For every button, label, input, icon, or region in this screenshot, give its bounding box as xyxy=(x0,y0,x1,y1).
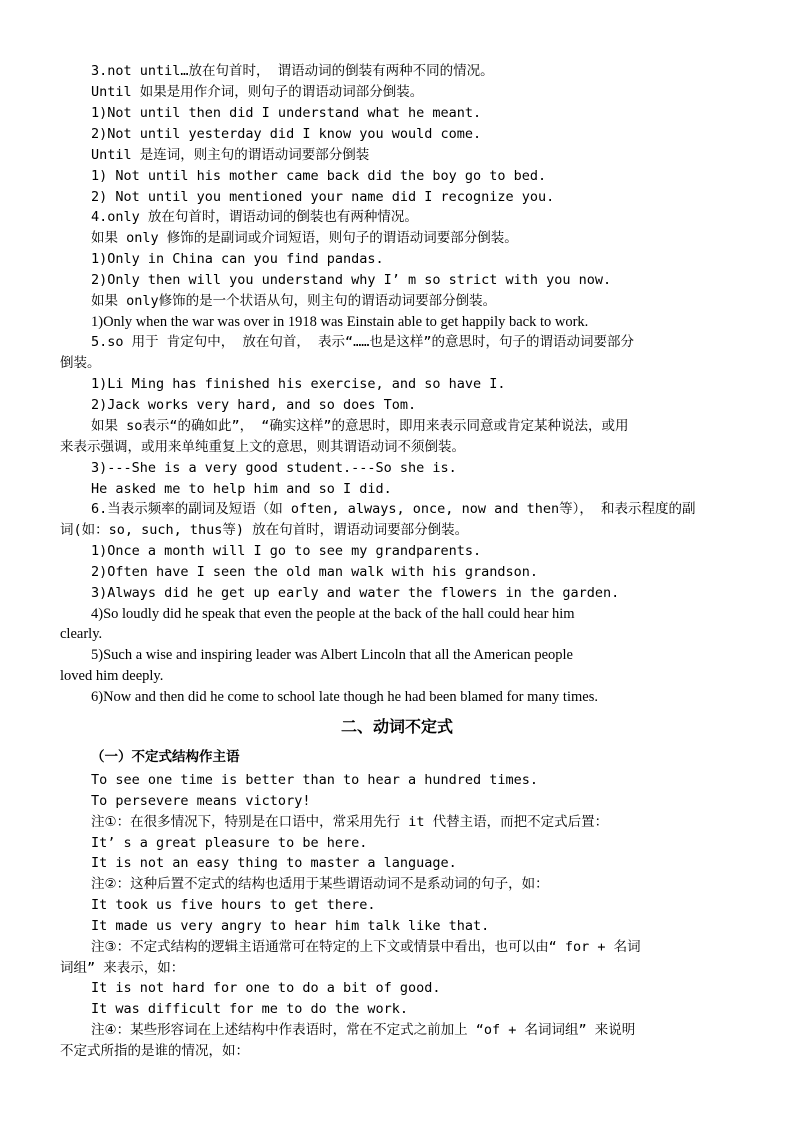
text-line: 2)Only then will you understand why I’ m so strict with you now. xyxy=(91,272,612,288)
text-line: It was difficult for me to do the work. xyxy=(91,1001,408,1017)
text-line: 3.not until…放在句首时， 谓语动词的倒装有两种不同的情况。 xyxy=(91,63,494,79)
text-line: 5.so 用于 肯定句中， 放在句首， 表示“……也是这样”的意思时，句子的谓语动词要部分 xyxy=(91,334,635,350)
text-line: 1)Only in China can you find pandas. xyxy=(91,251,384,267)
text-line: He asked me to help him and so I did. xyxy=(91,481,392,497)
text-line: 注①：在很多情况下，特别是在口语中，常采用先行 it 代替主语，而把不定式后置： xyxy=(91,814,609,830)
text-line: 2)Jack works very hard, and so does Tom. xyxy=(91,397,417,413)
text-line: 倒装。 xyxy=(60,355,101,371)
text-line: It is not hard for one to do a bit of good. xyxy=(91,980,441,996)
text-line: 4.only 放在句首时，谓语动词的倒装也有两种情况。 xyxy=(91,209,418,225)
text-line: 5)Such a wise and inspiring leader was Albert Lincoln that all the American people xyxy=(91,647,573,663)
text-line: It took us five hours to get there. xyxy=(91,897,376,913)
text-line: 注②：这种后置不定式的结构也适用于某些谓语动词不是系动词的句子，如： xyxy=(91,876,549,892)
text-line: loved him deeply. xyxy=(60,668,164,684)
text-line: 1) Not until his mother came back did the boy go to bed. xyxy=(91,168,547,184)
text-line: To see one time is better than to hear a hundred times. xyxy=(91,772,539,788)
text-line: 2)Not until yesterday did I know you would come. xyxy=(91,126,482,142)
text-line: 注③：不定式结构的逻辑主语通常可在特定的上下文或情景中看出，也可以由“ for + 名词 xyxy=(91,939,641,955)
text-line: 不定式所指的是谁的情况，如： xyxy=(60,1043,249,1059)
text-line: To persevere means victory! xyxy=(91,793,311,809)
text-line: Until 是连词，则主句的谓语动词要部分倒装 xyxy=(91,147,370,163)
text-line: 1)Only when the war was over in 1918 was Einstain able to get happily back to work. xyxy=(91,314,589,330)
text-line: 3)Always did he get up early and water the flowers in the garden. xyxy=(91,585,620,601)
text-line: 如果 only 修饰的是副词或介词短语，则句子的谓语动词要部分倒装。 xyxy=(91,230,518,246)
text-line: 2)Often have I seen the old man walk with his grandson. xyxy=(91,564,539,580)
text-line: 1)Once a month will I go to see my grandparents. xyxy=(91,543,482,559)
text-line: It is not an easy thing to master a language. xyxy=(91,855,457,871)
text-line: It made us very angry to hear him talk like that. xyxy=(91,918,490,934)
text-line: 词组” 来表示，如： xyxy=(60,960,185,976)
text-line: 如果 so表示“的确如此”， “确实这样”的意思时，即用来表示同意或肯定某种说法，或用 xyxy=(91,418,629,434)
text-line: It’ s a great pleasure to be here. xyxy=(91,835,368,851)
text-line: 1)Not until then did I understand what he meant. xyxy=(91,105,482,121)
section-title: 二、动词不定式 xyxy=(340,717,453,736)
text-line: 如果 only修饰的是一个状语从句，则主句的谓语动词要部分倒装。 xyxy=(91,293,497,309)
text-line: 注④：某些形容词在上述结构中作表语时，常在不定式之前加上 “of + 名词词组” 来说明 xyxy=(91,1022,636,1038)
text-line: 词(如：so, such, thus等) 放在句首时，谓语动词要部分倒装。 xyxy=(60,522,469,538)
text-line: 来表示强调，或用来单纯重复上文的意思，则其谓语动词不须倒装。 xyxy=(60,439,465,455)
text-line: 2) Not until you mentioned your name did I recognize you. xyxy=(91,189,555,205)
subsection-title: （一）不定式结构作主语 xyxy=(91,749,240,765)
text-line: 4)So loudly did he speak that even the people at the back of the hall could hear him xyxy=(91,606,575,622)
text-line: clearly. xyxy=(60,626,103,642)
text-line: 6.当表示频率的副词及短语（如 often, always, once, now and then等）， 和表示程度的副 xyxy=(91,501,696,517)
text-line: Until 如果是用作介词，则句子的谓语动词部分倒装。 xyxy=(91,84,424,100)
text-line: 6)Now and then did he come to school late though he had been blamed for many times. xyxy=(91,689,598,705)
text-line: 1)Li Ming has finished his exercise, and so have I. xyxy=(91,376,506,392)
text-line: 3)---She is a very good student.---So she is. xyxy=(91,460,457,476)
